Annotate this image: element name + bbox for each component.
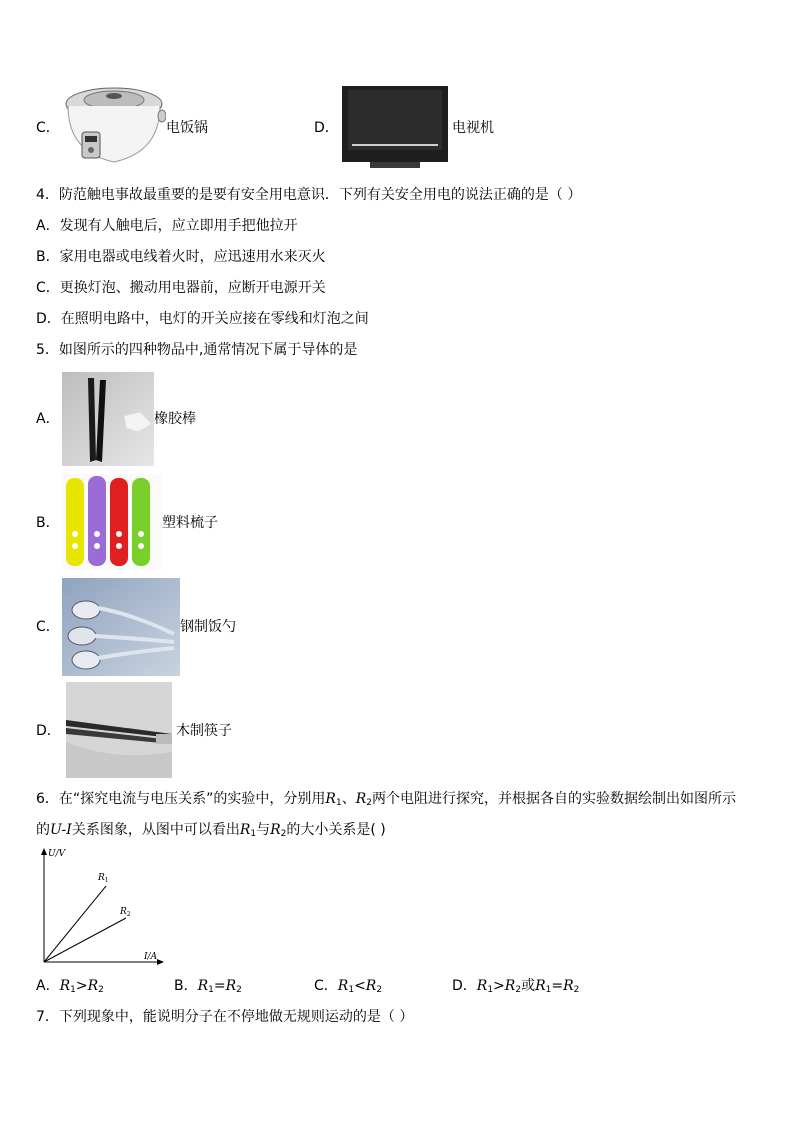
line-r2: [44, 918, 126, 962]
q6-option-a: A．$R_1>R_2$: [36, 978, 104, 995]
q6-stem-line1: 6．在“探究电流与电压关系”的实验中，分别用$R_1$、$R_2$两个电阻进行探究，并根据各自的实验数据绘制出如图所示: [36, 791, 736, 808]
q4-option-b: B．家用电器或电线着火时，应迅速用水来灭火: [36, 249, 326, 265]
rubber-rods-photo: [62, 372, 154, 466]
q4-option-a: A．发现有人触电后，应立即用手把他拉开: [36, 218, 298, 234]
steel-spoons-photo: [62, 578, 180, 676]
q3-option-c-label: 电饭锅: [166, 120, 208, 136]
q5-option-c-letter: C．: [36, 619, 60, 635]
q3-option-c-letter: C．: [36, 120, 60, 136]
q3-option-d-letter: D．: [314, 120, 339, 136]
q3-option-d-label: 电视机: [452, 120, 494, 136]
plastic-combs-photo: [62, 474, 162, 570]
u-i-graph: [36, 846, 166, 966]
line-r2-label: $R_2$: [120, 907, 131, 918]
q4-option-c: C．更换灯泡、搬动用电器前，应断开电源开关: [36, 280, 326, 296]
q5-option-a-label: 橡胶棒: [154, 411, 196, 427]
q4-option-d: D．在照明电路中，电灯的开关应接在零线和灯泡之间: [36, 311, 369, 327]
y-axis-arrow-icon: [41, 848, 47, 855]
q6-option-b: B．$R_1=R_2$: [174, 978, 242, 995]
q7-stem: 7．下列现象中，能说明分子在不停地做无规则运动的是（ ）: [36, 1009, 414, 1025]
q6-option-c: C．$R_1<R_2$: [314, 978, 383, 995]
q4-stem: 4．防范触电事故最重要的是要有安全用电意识．下列有关安全用电的说法正确的是（ ）: [36, 187, 582, 203]
x-axis-label: I/A: [144, 952, 158, 962]
line-r1-label: $R_1$: [98, 873, 109, 884]
rice-cooker-photo: [62, 82, 166, 172]
q5-option-b-label: 塑料梳子: [162, 515, 218, 531]
x-axis-arrow-icon: [157, 959, 164, 965]
q5-option-d-letter: D．: [36, 723, 61, 739]
q5-option-c-label: 钢制饭勺: [180, 619, 236, 635]
wooden-chopsticks-photo: [66, 682, 172, 778]
q5-stem: 5．如图所示的四种物品中,通常情况下属于导体的是: [36, 342, 358, 358]
q5-option-d-label: 木制筷子: [176, 723, 232, 739]
line-r1: [44, 886, 106, 962]
q6-option-d: D．$R_1>R_2$或$R_1=R_2$: [452, 978, 580, 995]
y-axis-label: U/V: [48, 849, 66, 859]
television-photo: [340, 84, 450, 172]
q5-option-b-letter: B．: [36, 515, 60, 531]
q6-stem-line2: 的U-I关系图象，从图中可以看出$R_1$与$R_2$的大小关系是( ): [36, 822, 386, 839]
q5-option-a-letter: A．: [36, 411, 60, 427]
